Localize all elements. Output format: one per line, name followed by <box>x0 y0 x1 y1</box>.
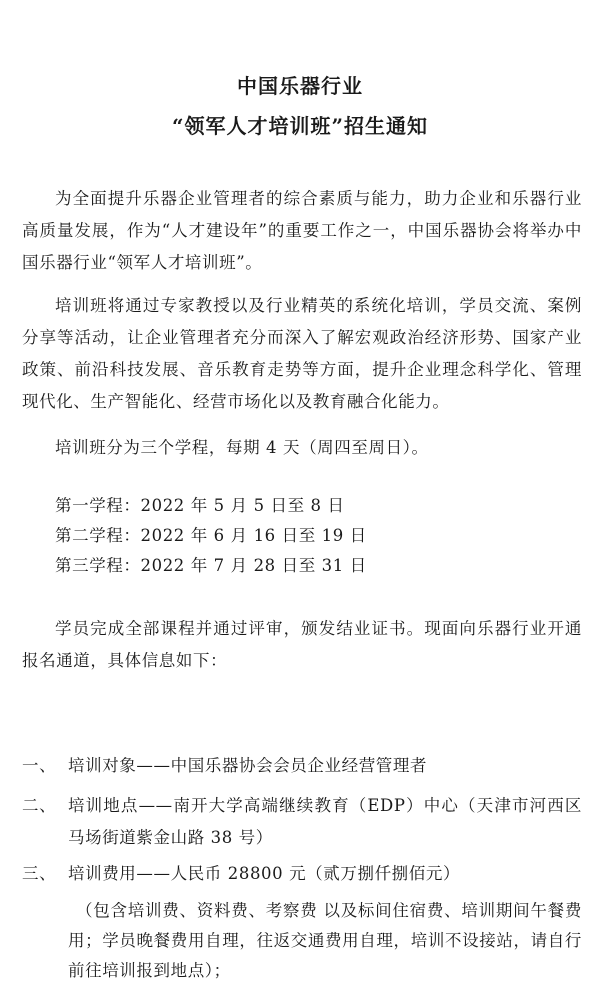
session-3: 第三学程：2022 年 7 月 28 日至 31 日 <box>55 556 367 575</box>
title-line-1: 中国乐器行业 <box>237 74 363 98</box>
certificate-paragraph: 学员完成全部课程并通过评审，颁发结业证书。现面向乐器行业开通报名通道，具体信息如下： <box>22 619 582 670</box>
item-number: 三、 <box>22 864 57 883</box>
item-text: 培训费用——人民币 28800 元（贰万捌仟捌佰元） <box>68 864 461 883</box>
fee-note: （包含培训费、资料费、考察费 以及标间住宿费、培训期间午餐费用；学员晚餐费用自理，往返交通费用自理，培训不设接站，请自行前往培训报到地点）； <box>68 901 582 980</box>
intro-paragraph: 为全面提升乐器企业管理者的综合素质与能力，助力企业和乐器行业高质量发展，作为“人才建设年”的重要工作之一，中国乐器协会将举办中国乐器行业“领军人才培训班”。 <box>22 189 582 272</box>
item-text: 培训地点——南开大学高端继续教育（EDP）中心（天津市河西区马场街道紫金山路 38 号） <box>68 796 582 847</box>
schedule-paragraph: 培训班分为三个学程，每期 4 天（周四至周日）。 <box>55 438 429 457</box>
item-number: 二、 <box>22 796 57 815</box>
session-2: 第二学程：2022 年 6 月 16 日至 19 日 <box>55 526 367 545</box>
item-number: 一、 <box>22 756 57 775</box>
training-description-paragraph: 培训班将通过专家教授以及行业精英的系统化培训，学员交流、案例分享等活动，让企业管理者充分而深入了解宏观政治经济形势、国家产业政策、前沿科技发展、音乐教育走势等方面，提升企业理念科学化、管理现代化、生产智能化、经营市场化以及教育融合化能力。 <box>22 296 582 411</box>
title-line-2: “领军人才培训班”招生通知 <box>171 114 428 138</box>
session-1: 第一学程：2022 年 5 月 5 日至 8 日 <box>55 496 345 515</box>
item-text: 培训对象——中国乐器协会会员企业经营管理者 <box>68 756 428 775</box>
